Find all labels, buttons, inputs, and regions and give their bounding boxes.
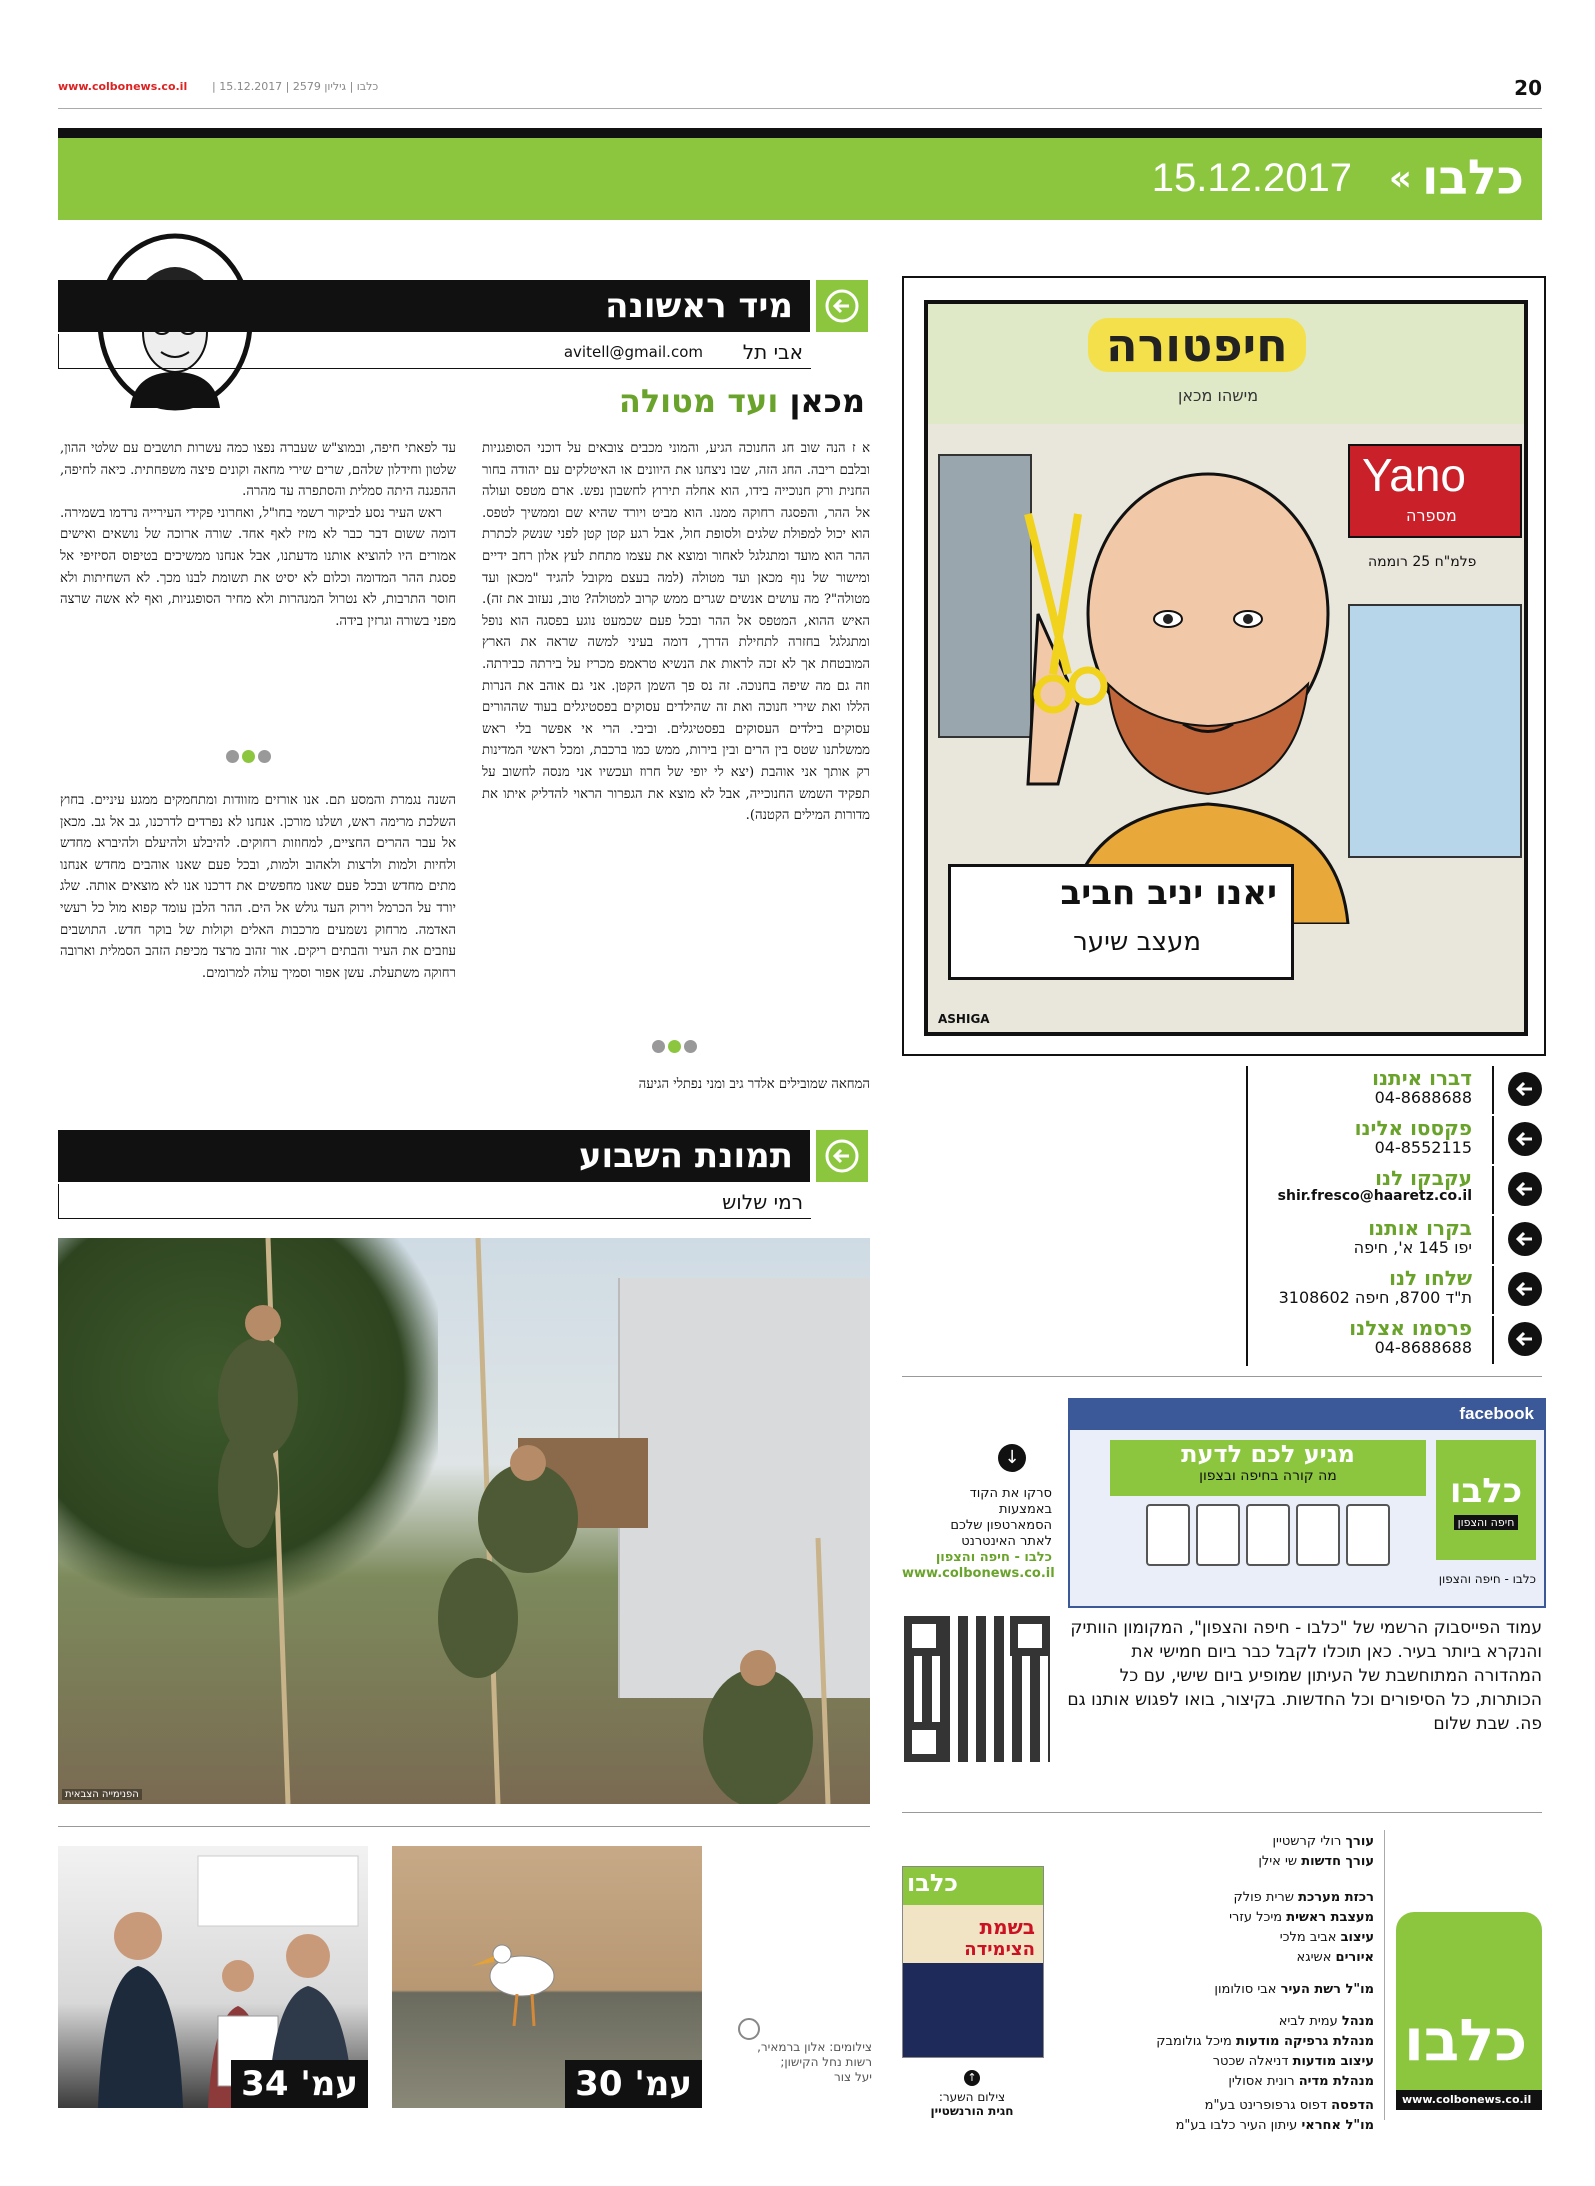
qr-line-3: הסמארטפון שלכם [950, 1518, 1052, 1533]
column-arrow-button[interactable] [816, 280, 868, 332]
staff-row: עורך חדשות שי אילן [1258, 1854, 1374, 1869]
staff-row: הדפסה דפוס גרפופרינט בע"מ [1204, 2098, 1374, 2113]
contact-row[interactable] [1246, 1166, 1542, 1216]
barber-illustration [1008, 454, 1408, 924]
qr-site[interactable]: www.colbonews.co.il [902, 1566, 1055, 1581]
cartoon-frame [902, 276, 1546, 1056]
chevrons-icon: « [1388, 158, 1412, 199]
column-text-right-end [482, 1074, 870, 1096]
contact-value[interactable]: shir.fresco@haaretz.co.il [1277, 1188, 1472, 1204]
qr-line-2: באמצעות [999, 1502, 1052, 1517]
credit-line-2: רשות נחל הקישון; [780, 2055, 872, 2069]
contact-separator [1492, 1316, 1494, 1364]
cartoon-logo-sub: מישהו מכאן [1178, 386, 1259, 405]
column-headline [619, 382, 865, 420]
footer-logo[interactable] [1396, 1912, 1542, 2110]
staff-row: מנהל עמית לביא [1278, 2014, 1374, 2029]
contact-separator [1492, 1116, 1494, 1164]
facebook-topbar [1070, 1400, 1544, 1430]
author-email[interactable]: avitell@gmail.com [563, 343, 703, 361]
contact-arrow-button[interactable] [1508, 1072, 1542, 1106]
contacts-bottom-rule [902, 1376, 1542, 1377]
qr-brand: כלבו - חיפה והצפון [935, 1550, 1052, 1565]
credit-line-1: צילומים: אלון ברמאיר, [757, 2040, 872, 2054]
footer-logo-brand: כלבו [1404, 2006, 1528, 2074]
footer-logo-site: www.colbonews.co.il [1402, 2093, 1532, 2106]
photo-week-image [58, 1238, 870, 1804]
photo-week-title: תמונת השבוע [578, 1136, 793, 1176]
street-address: פלמ"ח 25 רוממה [1368, 554, 1477, 570]
author-name: אבי תל [742, 340, 803, 364]
teaser-page-badge: עמ' 34 [231, 2060, 368, 2108]
facebook-label: facebook [1459, 1404, 1534, 1423]
store-name: Yano [1362, 449, 1467, 501]
photo-week-title-bar [58, 1130, 868, 1182]
cartoon-inner [924, 300, 1528, 1036]
up-arrow-icon: ↑ [964, 2070, 980, 2086]
cover-header [903, 1867, 1043, 1905]
photographer-name: רמי שלוש [722, 1190, 803, 1214]
staff-row: מנהלת מדיה רונית אסולין [1228, 2074, 1374, 2089]
banner-date: 15.12.2017 [1151, 156, 1352, 200]
contact-separator [1492, 1266, 1494, 1314]
facebook-headline-box [1110, 1440, 1426, 1496]
staff-row: מו"ל רשת העיר אבי סולומון [1214, 1982, 1374, 1997]
issue-meta: | כלבו | גיליון 2579 | 15.12.2017 [212, 80, 379, 93]
cover-headline-2: הצימידה [964, 1939, 1035, 1960]
page-number: 20 [1514, 76, 1542, 100]
cover-headline: בשמת [979, 1915, 1035, 1939]
soldiers-illustration [58, 1238, 870, 1804]
arrow-left-icon [1514, 1078, 1536, 1100]
column-title: מיד ראשונה [605, 286, 793, 326]
arrow-left-icon [1514, 1328, 1536, 1350]
facebook-page-name: כלבו - חיפה והצפון [1438, 1572, 1536, 1586]
top-divider [58, 108, 1542, 109]
staff-row: עורך רולי קרשטיין [1272, 1834, 1374, 1849]
contact-separator [1492, 1066, 1494, 1114]
contact-row[interactable] [1246, 1116, 1542, 1166]
cover-brand: כלבו [907, 1869, 958, 1897]
name-line-1: יאנו יניב חביב [1060, 873, 1277, 913]
credit-line-3: יעל צור [834, 2070, 872, 2084]
staff-row: מעצבת ראשית מיכל עזרי [1229, 1910, 1374, 1925]
footer-logo-bar [1396, 2090, 1542, 2110]
column-paragraph: המחאה שמובילים אלדר גיב ומני נפתלי הגיעה [638, 1077, 870, 1092]
column-title-bar [58, 280, 868, 332]
arrow-left-icon [825, 289, 859, 323]
staff-row: איורים אשיגא [1296, 1950, 1374, 1965]
staff-row: מנהלת גרפיקה מודעות מיכל גולומבק [1156, 2034, 1374, 2049]
column-paragraph: א ז הנה שוב חג החנוכה הגיע, והמוני מכבים צובאים על דוכני הסופגניות ובלבם ריבה. החג הזה, שבו ניצחנו את היוונים או האיטלקים עם יהודה בחור החנית ורק חנוכייה בידו, הוא אחלה תירוץ לחשבון נפש. ארם מטפס ועולה אל ההר, והפסגה רחוקה ממנו. הוא מביט ויורד שהיא שם וממשיך לטפס. הוא יכול למפולת שלגים ולסופת חול, אבל רגע קטן קטן לפני שנשק לכתרת ההר הוא מועד ומתגלגל לאחור ומוצא את עצמו מתחת לעץ אלון רחב ידיים ומישור של נוף מכאן ועד מטולה (למה בעצם מקובל להגיד "מכאן ועד מטולה"? מה עושים אנשים שגרים ממש קרוב למטולה? טוב, נעזוב את זה). האיש ההוא, המטפס אל ההר ובכל פעם שכמעט נוגע בפסגה הוא נופל ומתגלגל בחזרה לתחילת הדרך, דומה בעיני למשה שראה את הארץ המובטחת אך לא זכה לראות את הנשיא טראמפ מכריז על בירתה כבירתה. וזה גם מה שיפה בחנוכה. זה נס פך השמן הקטן. אני גם אוהב את הנרות הללו ואת שירי חנוכה ואת זה שהילדים עסוקים בפסטיגלים בעוד שההורים עסוקים בילדים העסוקים בפסטיגלים. וביבי. הרי אי אפשר בלי ראש ממשלתנו שטס בין הרים ובין בירות, ממש כמו ברכבת, ומכל ראשי המדינות רק אותך אני אוהבת (יצא לי יופי של חרוז ועכשיו אני מנסה לחשוב על תפקיד השמש החנוכייה, אבל לא מוצא את הגפרור הראוי להדליק איתו את מדורות המילים הקטנה). [482, 441, 870, 824]
contact-value: 04-8688688 [1374, 1338, 1472, 1357]
arrow-left-icon [1514, 1178, 1536, 1200]
banner-brand: כלבו [1422, 150, 1524, 206]
contact-separator [1492, 1166, 1494, 1214]
contact-title: שלחו לנו [1389, 1266, 1472, 1290]
camera-icon [738, 2018, 760, 2040]
arrow-left-icon [825, 1139, 859, 1173]
staff-row: מו"ל אחראי עיתון העיר כלבו בע"מ [1175, 2118, 1374, 2133]
column-text-right [482, 438, 870, 1034]
cover-caption [902, 2070, 1042, 2118]
author-line [58, 334, 811, 369]
contact-arrow-button[interactable] [1508, 1172, 1542, 1206]
artist-signature: ASHIGA [938, 1012, 990, 1026]
photo-week-arrow-button[interactable] [816, 1130, 868, 1182]
phones-illustration [1110, 1504, 1426, 1564]
facebook-brand-sub: חיפה והצפון [1454, 1515, 1519, 1530]
staff-row: עיצוב מודעות דניאלה שכטר [1212, 2054, 1374, 2069]
cover-caption-1: צילום השער: [938, 2090, 1006, 2104]
headline-part-b: ועד מטולה [618, 382, 779, 420]
site-url[interactable]: www.colbonews.co.il [58, 80, 188, 93]
facebook-subline: מה קורה בחיפה ובצפון [1199, 1468, 1337, 1484]
contact-separator [1492, 1216, 1494, 1264]
contact-row[interactable] [1246, 1216, 1542, 1266]
staff-list [1060, 1830, 1385, 2133]
top-header [58, 76, 1542, 106]
contact-row[interactable] [1246, 1066, 1542, 1116]
name-line-2: מעצב שיער [1073, 927, 1201, 957]
photographer-line [58, 1184, 811, 1219]
headline-part-a: מכאן [789, 382, 865, 420]
staff-row: רכזת מערכת שרית פולק [1233, 1890, 1374, 1905]
contact-value: 04-8688688 [1374, 1088, 1472, 1107]
facebook-headline: מגיע לכם לדעת [1181, 1440, 1355, 1468]
arrow-left-icon [1514, 1278, 1536, 1300]
column-paragraph: עד לפאתי חיפה, ובמוצ"ש שעברה נפצו כמה עשרות תושבים עם שלטי ההון, שלטון וחידלון שלהם, שרים שירי מחאה וקונים פיצה משפחתית. כיאה לחיפה, ההפגנה היתה סמלית והסתפרה עד מהרה. [60, 441, 456, 500]
qr-line-4: לאתר האינטרנט [961, 1534, 1052, 1549]
contact-value: יפו 145 א', חיפה [1353, 1238, 1472, 1257]
contact-title: עקבקו לנו [1375, 1166, 1472, 1190]
date-banner [58, 128, 1542, 220]
column-paragraph: השנה נגמרת והמסע תם. אנו אורזים מזוודות ומתחמקים ממגע עיניים. בחוץ השלכת מרימה ראש, ושלנו מורכן. אנחנו לא נפרדים לדרכנו, גב אל גב. מכאן אל עבר ההרים החציים, למחוזות רחוקים. להיבלע ולהיעלם ולהיברא מחדש ולחיות ולמות ולרצות ולאהוב ולמות, ובכל פעם שאנו אוהבים מחדש אנחנו מתים מחדש ובכל פעם שאנו מחפשים את דרכנו אנו לא מוצאים אותה. שלג יורד על הכרמל וירוק העד גולש אל הים. ההר הלבן עומד קפוא מול כל רעשי האדמה. מרחוק נשמעים מרכבות האלים וקולות של בוקר חדש. התושבים עוזבים את העיר והבתים ריקים. אור זהוב מרצד מכיפת הזהב הסמלית וארובה רחוקה משתעלת. עשן אפור וסמיך עולה למרומים. [60, 793, 456, 981]
column-text-left-2 [60, 790, 456, 1100]
cartoon-logo: חיפטורה [1088, 318, 1306, 372]
cartoon-logo-strip [928, 304, 1524, 427]
cover-image [903, 1963, 1043, 2057]
teaser-credit [722, 2040, 872, 2085]
teaser-page-30[interactable] [392, 1846, 702, 2108]
contact-arrow-button[interactable] [1508, 1122, 1542, 1156]
facebook-promo[interactable] [1068, 1398, 1546, 1608]
photo-bottom-rule [58, 1826, 870, 1827]
cover-thumbnail[interactable] [902, 1866, 1044, 2058]
banner-top-stripe [58, 128, 1542, 138]
contact-row[interactable] [1246, 1316, 1542, 1366]
teaser-page-badge: עמ' 30 [565, 2060, 702, 2108]
contact-value: 04-8552115 [1374, 1138, 1472, 1157]
store-sub: מספרה [1406, 506, 1457, 525]
contact-row[interactable] [1246, 1266, 1542, 1316]
qr-instructions [902, 1447, 1055, 1582]
contact-arrow-button[interactable] [1508, 1322, 1542, 1356]
facebook-brand-box [1436, 1440, 1536, 1560]
staff-row: עיצוב אביב מלכי [1279, 1930, 1374, 1945]
arrow-left-icon [1514, 1128, 1536, 1150]
column-text-left [60, 438, 456, 718]
teaser-page-34[interactable] [58, 1846, 368, 2108]
photo-credit: הפנימייה הצבאית [62, 1789, 142, 1800]
facebook-description: עמוד הפייסבוק הרשמי של "כלבו - חיפה והצפון", המקומון הוותיק והנקרא ביותר בעיר. כאן תוכלו לקבל כבר ביום חמישי את המהדורה המתוחשבת של העיתון שמופיע ביום שישי, עם כל הכותרות, כל הסיפורים וכל החדשות. בקיצור, בואו לפגוש אותנו גם פה. שבת שלום [1067, 1618, 1542, 1734]
cover-caption-2: חגית הורנשטיין [930, 2104, 1014, 2118]
arrow-left-icon [1514, 1228, 1536, 1250]
separator-dots [226, 750, 271, 763]
contact-value: ת"ד 8700, חיפה 3108602 [1278, 1288, 1472, 1307]
contact-title: בקרו אותנו [1368, 1216, 1472, 1240]
contact-title: פקססו אלינו [1354, 1116, 1472, 1140]
down-arrow-icon: ↓ [998, 1444, 1026, 1472]
qr-code[interactable] [904, 1616, 1050, 1762]
contact-arrow-button[interactable] [1508, 1222, 1542, 1256]
facebook-brand: כלבו [1449, 1470, 1523, 1511]
contact-title: דברו איתנו [1372, 1066, 1472, 1090]
separator-dots [652, 1040, 697, 1053]
qr-line-1: סרקו את הקוד [969, 1486, 1052, 1501]
name-plate [948, 864, 1294, 980]
contact-title: פרסמו אצלנו [1349, 1316, 1472, 1340]
qr-bottom-rule [902, 1812, 1542, 1813]
column-paragraph: ראש העיר נסע לביקור רשמי בחו"ל, ואחרוני פקידי העירייה נרדמו בשמירה. דומה ששום דבר כבר לא מזיז לאף אחד. שורה ארוכה של נושאים ואישים אמורים היו להוציא אותנו מדעתנו, אבל אנחנו ממשיכים בטיפוס הסיזיפי אל פסגת ההר המדומה וכלום לא יסיט את תשומת לבנו מכך. לא השחיתות ולא חוסר התרבות, לא נטרול המנהרות ולא מחיר הסופגניות, ואף לא אשה שרצה מפני בשורה וגרזין בידה. [60, 505, 456, 629]
contact-arrow-button[interactable] [1508, 1272, 1542, 1306]
